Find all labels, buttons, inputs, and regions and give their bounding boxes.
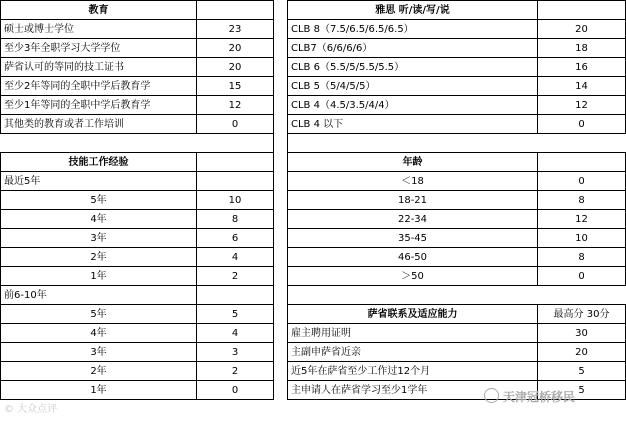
- table-row: [1, 96, 626, 115]
- ielts-label: CLB7（6/6/6/6）: [288, 39, 538, 58]
- education-label: 其他类的教育或者工作培训: [1, 115, 197, 134]
- ielts-label: CLB 5（5/4/5/5）: [288, 77, 538, 96]
- table-row: [1, 324, 626, 343]
- education-label: 硕士或博士学位: [1, 20, 197, 39]
- ielts-value: 14: [538, 77, 626, 96]
- work-header: 技能工作经验: [1, 153, 197, 172]
- age-value: 12: [538, 210, 626, 229]
- spacer-row: [1, 134, 626, 153]
- adaptability-value: 20: [538, 343, 626, 362]
- age-header: 年龄: [288, 153, 538, 172]
- table-row: [1, 229, 626, 248]
- table-row: [1, 39, 626, 58]
- table-row: [1, 77, 626, 96]
- education-value: 20: [197, 39, 274, 58]
- work-value: 2: [197, 267, 274, 286]
- table-row: [1, 343, 626, 362]
- ielts-header: 雅思 听/读/写/说: [288, 1, 538, 20]
- work-label: 1年: [1, 381, 197, 400]
- work-value: 3: [197, 343, 274, 362]
- education-value: 23: [197, 20, 274, 39]
- work-value: 6: [197, 229, 274, 248]
- ielts-value: 18: [538, 39, 626, 58]
- education-value: 0: [197, 115, 274, 134]
- table-row: [1, 191, 626, 210]
- age-value: 10: [538, 229, 626, 248]
- adaptability-label: 近5年在萨省至少工作过12个月: [288, 362, 538, 381]
- ielts-value: 12: [538, 96, 626, 115]
- age-label: 35-45: [288, 229, 538, 248]
- table-row: [1, 1, 626, 20]
- adaptability-value: 30: [538, 324, 626, 343]
- education-label: 至少2年等同的全职中学后教育学: [1, 77, 197, 96]
- ielts-value: 20: [538, 20, 626, 39]
- age-label: 22-34: [288, 210, 538, 229]
- work-label: 3年: [1, 229, 197, 248]
- education-label: 至少3年全职学习大学学位: [1, 39, 197, 58]
- table-row: [1, 267, 626, 286]
- table-row: [1, 153, 626, 172]
- ielts-value: 16: [538, 58, 626, 77]
- age-label: ＜18: [288, 172, 538, 191]
- age-label: 18-21: [288, 191, 538, 210]
- education-label: 至少1年等同的全职中学后教育学: [1, 96, 197, 115]
- age-value: 0: [538, 267, 626, 286]
- wechat-icon: [484, 388, 499, 403]
- adaptability-max: 最高分 30分: [538, 305, 626, 324]
- work-recent-label: 最近5年: [1, 172, 197, 191]
- table-row: [1, 115, 626, 134]
- work-label: 2年: [1, 362, 197, 381]
- ielts-label: CLB 4 以下: [288, 115, 538, 134]
- watermark-right-text: 天津冠桥移民: [503, 390, 576, 404]
- adaptability-label: 雇主聘用证明: [288, 324, 538, 343]
- watermark-left: © 大众点评: [4, 404, 58, 415]
- age-value: 0: [538, 172, 626, 191]
- work-label: 1年: [1, 267, 197, 286]
- work-value: 4: [197, 324, 274, 343]
- age-value: 8: [538, 248, 626, 267]
- table-row: [1, 305, 626, 324]
- education-header: 教育: [1, 1, 197, 20]
- work-value: 8: [197, 210, 274, 229]
- ielts-label: CLB 8（7.5/6.5/6.5/6.5）: [288, 20, 538, 39]
- table-row: [1, 20, 626, 39]
- table-row: [1, 58, 626, 77]
- work-prior-label: 前6-10年: [1, 286, 197, 305]
- adaptability-label: 主副申萨省近亲: [288, 343, 538, 362]
- work-label: 5年: [1, 191, 197, 210]
- education-value: 20: [197, 58, 274, 77]
- adaptability-value: 5: [538, 362, 626, 381]
- table-row: [1, 172, 626, 191]
- adaptability-label: 主申请人在萨省学习至少1学年: [288, 381, 538, 400]
- table-row: [1, 248, 626, 267]
- age-label: ＞50: [288, 267, 538, 286]
- age-label: 46-50: [288, 248, 538, 267]
- ielts-value: 0: [538, 115, 626, 134]
- ielts-label: CLB 4（4.5/3.5/4/4）: [288, 96, 538, 115]
- table-row: [1, 362, 626, 381]
- table-row: [1, 210, 626, 229]
- work-label: 4年: [1, 210, 197, 229]
- age-value: 8: [538, 191, 626, 210]
- education-value: 12: [197, 96, 274, 115]
- work-value: 10: [197, 191, 274, 210]
- table-row: [1, 286, 626, 305]
- work-value: 2: [197, 362, 274, 381]
- work-value: 5: [197, 305, 274, 324]
- watermark-right: [484, 388, 575, 405]
- work-label: 4年: [1, 324, 197, 343]
- adaptability-header: 萨省联系及适应能力: [288, 305, 538, 324]
- ielts-label: CLB 6（5.5/5/5.5/5.5）: [288, 58, 538, 77]
- education-value: 15: [197, 77, 274, 96]
- work-label: 5年: [1, 305, 197, 324]
- work-value: 4: [197, 248, 274, 267]
- education-label: 萨省认可的等同的技工证书: [1, 58, 197, 77]
- adaptability-value: 5: [538, 381, 626, 400]
- work-value: 0: [197, 381, 274, 400]
- work-label: 3年: [1, 343, 197, 362]
- work-label: 2年: [1, 248, 197, 267]
